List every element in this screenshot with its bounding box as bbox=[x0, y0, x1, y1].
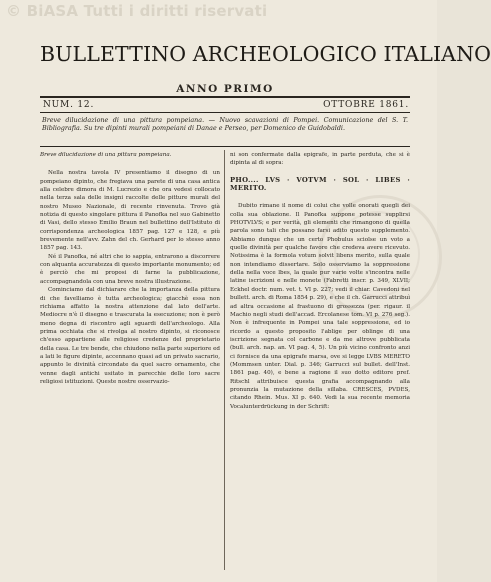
issue-number: NUM. 12. bbox=[43, 100, 95, 110]
contents-rule bbox=[40, 146, 410, 147]
top-rule bbox=[40, 96, 410, 98]
issue-date: OTTOBRE 1861. bbox=[323, 100, 409, 110]
inscription-text: PHO.... LVS · VOTVM · SOL · LIBES · MERITO. bbox=[230, 175, 410, 193]
paragraph: Né il Panofka, né altri che io sappia, entrarono a discorrere con alquanta accuratezza di questo importante monumento; ed è perciò che mi proposi di farne la pubblicazione, accompagnandola con una breve nostra illustrazione. bbox=[40, 253, 220, 285]
column-divider bbox=[224, 150, 225, 570]
paragraph: Cominciamo dal dichiarare che la importanza della pittura di che favelliamo è tutta archeologica; giacchè essa non richiama affatto la nostra attenzione dal lato dell'arte. Mediocre n'è il disegno e trascurata la esecuzione; non è però meno degna di riscontro agli sguardi dell'archeologo. Alla prima occhiata che si rivolga al nostro dipinto, si riconosce ch'esso appartiene alle religiose credenze del proprietario della casa. Le tre bende, che chiudono nella parte superiore ed a lati le figure dipinte, accennano quasi ad un privato sacrario, appunto le divinità circondate da quel sacro ornamento, che venne dagli antichi usitato in parecchie delle loro sacre religiosi istituzioni. Queste nostre osservazio- bbox=[40, 287, 220, 385]
paragraph-continuation: ni son confermate dalla epigrafe, in parte perduta, che si è dipinta al di sopra: bbox=[230, 152, 410, 167]
right-column bbox=[230, 151, 410, 411]
contents-summary: Breve dilucidazione di una pittura pompeiana. — Nuovo scavazioni di Pompei. Comunicazione del S. T. Bibliografia. Su tre dipinti murali pompeiani di Danae e Perseo, per Domenico de Guidobaldi. bbox=[42, 116, 408, 133]
date-rule bbox=[40, 112, 410, 113]
volume-label: ANNO PRIMO bbox=[176, 83, 274, 95]
left-column bbox=[40, 151, 220, 386]
article-title: Breve dilucidazione di una pittura pompeiana. bbox=[40, 152, 172, 158]
copyright-watermark: © BiASA Tutti i diritti riservati bbox=[6, 2, 268, 20]
journal-title: BULLETTINO ARCHEOLOGICO ITALIANO bbox=[40, 42, 491, 66]
paragraph: Nella nostra tavola IV presentiamo il disegno di un pompeiano dipinto, che fregiava una parete di una casa antica alla celebre dimora di M. Lucrezio e che ora vedesi collocato nella terza sala delle insigni raccolte delle pitture murali del nostro Museo Nazionale, di recente rinvenuta. Trovo già notizia di questo singolare pittura il Panofka nel suo Gabinetto di Vasi, dello stesso Emilio Braun nel bullettino dell'Istituto di corrispondenza archeologica 1857 pag. 127 e 128, e più brevemente nell'avv. Zahn del ch. Gerhard per lo stesso anno 1857 pag. 143. bbox=[40, 170, 220, 252]
paragraph: Dubito rimane il nome di colui che volle onorati quegli dei colla sua oblazione. Il Panofka suppone potesse supplirsi PHOTVLVS; e per verità, gli elementi che rimangono di quella parola sono tali che possano farsi adito questo supplemento. Abbiamo dunque che un certo Phobulus sciolse un voto a quelle divinità per qualche favore che credeva avere ricevuto. Notissima è la formola votum solvit libens merito, sulla quale non intendiamo dissertare. Solo osserviamo la soppressione della nella voce lbes, la quale pur varie volte s'incontra nelle latine iscrizioni e nelle monete (Fabretti inscr. p. 349, XLVII; Eckhel doctr. num. vet. t. VI p. 227; vedi il chiar. Cavedoni nel bullett. arch. di Roma 1854 p. 29), e che il ch. Garrucci attribuì ad altra occasione al frastuono di grossezza (per. rigaur. il Machio negli studi dell'accad. Ercolanese tom. VI p. 276 seg.). Non è infrequente in Pompei una tale soppressione, ed io ricordo a questo proposito l'ablige per oblinge di una iscrizione segnata col carbone e da me altrove pubblicata (bull. arch. nap. an. VI pag. 4, 5). Un più vicino confronto anzi ci fornisce da una epigrafe marsa, ove si legge LVBS MERETO (Mommsen unter. Dial. p. 346; Garrucci sul bullet. dell'Inst. 1861 pag. 40), e bene a ragione il suo dotto editore pref. Ritschl attribuisce questa grafia accompagnando alla pronunzia la mutazione della sillaba. CRESCES, PVDES, citando Rhein. Mus. XI p. 640. Vedi la sua recente memoria Vocalunterdrückung in der Schrift: bbox=[230, 203, 410, 410]
